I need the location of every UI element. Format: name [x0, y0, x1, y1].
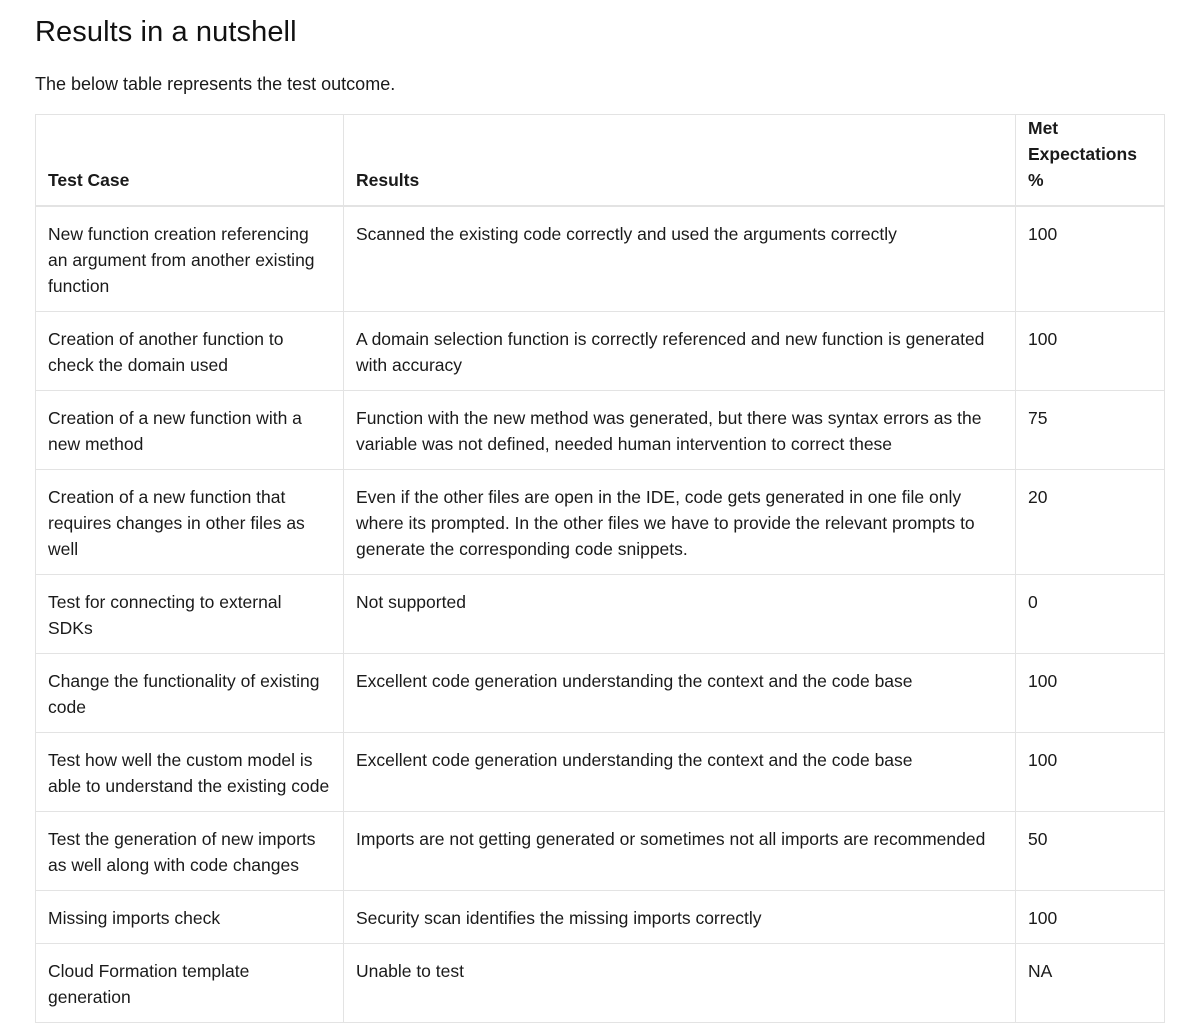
table-row — [36, 470, 1165, 575]
cell-results: Excellent code generation understanding the context and the code base — [344, 733, 1016, 812]
cell-test-case: Test how well the custom model is able to understand the existing code — [36, 733, 344, 812]
intro-text: The below table represents the test outcome. — [35, 74, 396, 94]
header-test-case: Test Case — [36, 115, 344, 207]
cell-test-case: Creation of a new function with a new method — [36, 391, 344, 470]
table-row — [36, 944, 1165, 1023]
header-met-expectations: Met Expectations % — [1016, 115, 1165, 207]
table-row — [36, 575, 1165, 654]
cell-met: 100 — [1016, 654, 1165, 733]
cell-results: Function with the new method was generated, but there was syntax errors as the variable was not defined, needed human intervention to correct these — [344, 391, 1016, 470]
header-results: Results — [344, 115, 1016, 207]
cell-results: Scanned the existing code correctly and used the arguments correctly — [344, 206, 1016, 312]
cell-met: 0 — [1016, 575, 1165, 654]
cell-results: A domain selection function is correctly referenced and new function is generated with accuracy — [344, 312, 1016, 391]
results-table — [35, 114, 1165, 1023]
cell-test-case: Test the generation of new imports as well along with code changes — [36, 812, 344, 891]
page-title: Results in a nutshell — [35, 16, 297, 48]
cell-met: 50 — [1016, 812, 1165, 891]
cell-met: NA — [1016, 944, 1165, 1023]
cell-results: Excellent code generation understanding the context and the code base — [344, 654, 1016, 733]
cell-test-case: New function creation referencing an argument from another existing function — [36, 206, 344, 312]
cell-results: Even if the other files are open in the IDE, code gets generated in one file only where its prompted. In the other files we have to provide the relevant prompts to generate the corresponding code snippets. — [344, 470, 1016, 575]
cell-test-case: Creation of another function to check the domain used — [36, 312, 344, 391]
cell-results: Not supported — [344, 575, 1016, 654]
cell-test-case: Missing imports check — [36, 891, 344, 944]
table-row — [36, 812, 1165, 891]
table-header-row — [36, 115, 1165, 207]
cell-met: 100 — [1016, 733, 1165, 812]
table-row — [36, 312, 1165, 391]
table-row — [36, 206, 1165, 312]
cell-met: 100 — [1016, 312, 1165, 391]
table-row — [36, 733, 1165, 812]
cell-results: Imports are not getting generated or sometimes not all imports are recommended — [344, 812, 1016, 891]
cell-test-case: Test for connecting to external SDKs — [36, 575, 344, 654]
table-row — [36, 391, 1165, 470]
table-row — [36, 891, 1165, 944]
cell-results: Unable to test — [344, 944, 1016, 1023]
cell-met: 100 — [1016, 891, 1165, 944]
cell-met: 100 — [1016, 206, 1165, 312]
table-row — [36, 654, 1165, 733]
cell-met: 20 — [1016, 470, 1165, 575]
cell-results: Security scan identifies the missing imports correctly — [344, 891, 1016, 944]
cell-test-case: Cloud Formation template generation — [36, 944, 344, 1023]
cell-test-case: Change the functionality of existing code — [36, 654, 344, 733]
cell-test-case: Creation of a new function that requires changes in other files as well — [36, 470, 344, 575]
cell-met: 75 — [1016, 391, 1165, 470]
